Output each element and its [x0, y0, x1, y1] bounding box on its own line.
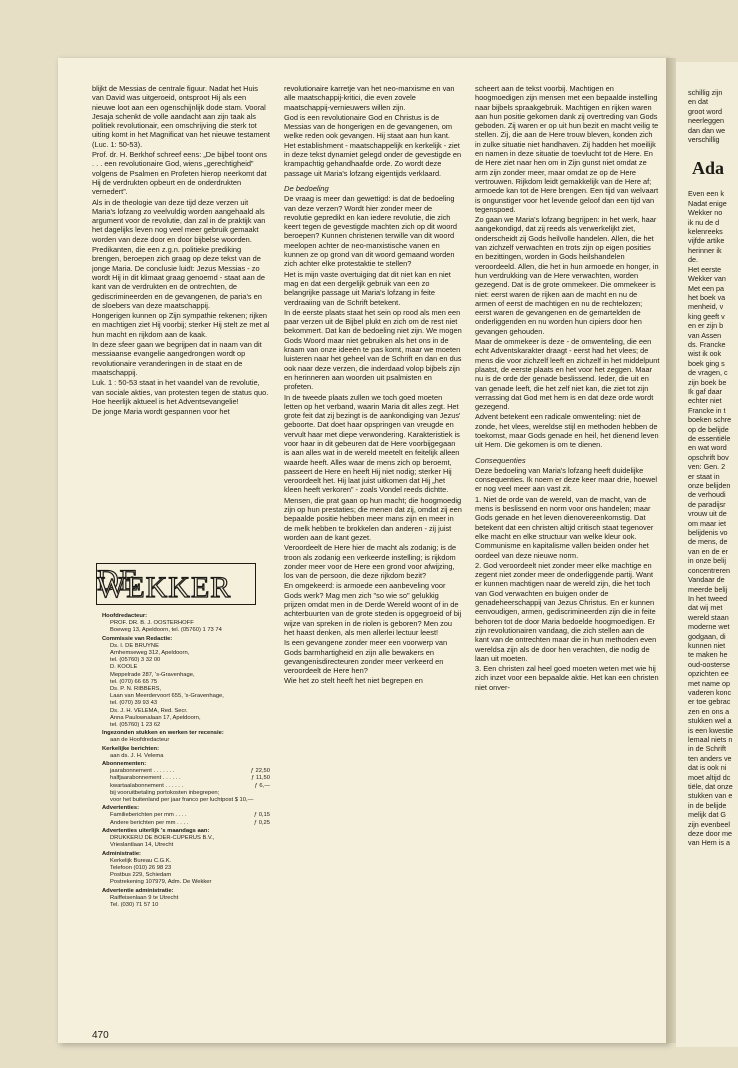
- text-line: king geeft v: [688, 311, 725, 321]
- text-line: om maar iet: [688, 518, 726, 528]
- column-1: [92, 84, 270, 554]
- paragraph: blijkt de Messias de centrale figuur. Nadat het Huis van David was uitgeroeid, ontsproot Hij als een nieuwe loot aan een ogenschijnlijk dode stam. Vooral Jesaja schenkt de volle aandacht aan zijn taak als politiek revolutionair, een omschrijving die sterk tot uiting komt in het Magnificat van het nieuwe testament (Luc. 1: 50-53).: [92, 84, 270, 149]
- price-value: ƒ 0,25: [253, 819, 270, 826]
- price-label: Familieberichten per mm . . . .: [110, 812, 187, 819]
- colophon-line: aan de Hoofdredacteur: [110, 737, 170, 744]
- price-row: [110, 783, 270, 790]
- colophon-line: Tel. (030) 71 57 10: [110, 901, 159, 908]
- text-line: in onze belij: [688, 556, 726, 566]
- column-2: [284, 84, 462, 884]
- text-line: Anna Paulownalaan 17, Apeldoorn,: [110, 714, 201, 721]
- text-line: opschrift bov: [688, 452, 729, 462]
- paragraph: Is een gevangene zonder meer een voorwerp van Gods barmhartigheid en zijn alle bewakers en gevangenisdirecteuren zonder meer verkeerd en veroordeelt de Here hen?: [284, 638, 448, 676]
- text-line: de mens, de: [688, 537, 728, 547]
- text-line: met name op: [688, 678, 730, 688]
- colophon-line: Kerkelijk Bureau C.G.K.: [110, 857, 172, 864]
- text-line: in de Schrift: [688, 744, 726, 754]
- price-row: [110, 820, 270, 827]
- paragraph: Maar de ommekeer is deze - de omwenteling, die een echt Adventskarakter draagt - eerst had het vlees; de mens die voor zichzelf leeft en zichzelf in het middelpunt plaatst, de eerste plaats en het voor het zeggen. Maar nu is de orde der genade beslissend. Ieder, die uit en van genade leeft, die het zelf niet kan, die ziet tot zijn verrassing dat God met hem is en dat deze orde wordt gezegend.: [475, 337, 660, 412]
- text-line: tel. (070) 39 93 43: [110, 700, 158, 707]
- text-line: meerde belij: [688, 584, 728, 594]
- paragraph: God is een revolutionaire God en Christus is de Messias van de hongerigen en de gevangenen, om welke reden ook gevangen. Hij staat aan hun kant. Het establishment - maatschappelijk en kerkelijk - ziet in deze tekst dynamiet gelegd onder de gevestigde en krampachtig gehandhaafde orde. Zo wordt deze passage uit Maria's lofzang eigentijds verklaard.: [284, 112, 462, 178]
- colophon-line: DRUKKERIJ DE BOER-CUPERUS B.V.,: [110, 835, 215, 842]
- colophon-line: Postbus 229, Schiedam: [110, 872, 172, 879]
- price-value: ƒ 6,—: [254, 782, 270, 789]
- next-page-title: Ada: [692, 158, 725, 179]
- text-line: Ds. I. DE BRUYNE: [110, 642, 159, 649]
- paragraph: In deze sfeer gaan we begrijpen dat in naam van dit messiaanse evangelie aangedrongen wordt op revolutionaire veranderingen in de staat en de maatschappij.: [92, 340, 262, 377]
- price-value: ƒ 11,50: [251, 775, 270, 782]
- text-line: groot word: [688, 106, 722, 116]
- text-line: tel. (05760) 3 32 00: [110, 657, 161, 664]
- paragraph: Luk. 1 : 50-53 staat in het vaandel van de revolutie, van sociale akties, van protesten tegen de status quo. Hoe heerlijk aktueel is het Adventsevangelie!: [92, 378, 269, 406]
- text-line: Meppelrade 287, 's-Gravenhage,: [110, 671, 195, 678]
- price-label: jaarabonnement . . . . . . .: [110, 768, 175, 775]
- price-value: ƒ 22,50: [250, 768, 270, 775]
- paragraph: Het is mijn vaste overtuiging dat dit niet kan en niet mag en dat een dergelijk gebruik van een zo belangrijke passage uit Maria's lofzang in feite verdraaiing van de Schrift betekent.: [284, 269, 451, 307]
- paragraph: 1. Niet de orde van de wereld, van de macht, van de mens is beslissend en norm voor ons handelen; maar Gods genade en het leven dienovereenkomstig. Dat betekent dat een christen altijd critisch staat tegenover elke macht en elke structuur van welke kleur ook. Communisme en kapitalisme vallen beiden onder het oordeel van deze nieuwe norm.: [475, 494, 654, 560]
- text-line: ik nu de d: [688, 217, 720, 227]
- paragraph: De jonge Maria wordt gespannen voor het: [92, 407, 230, 417]
- text-line: lemaal niets n: [688, 735, 733, 744]
- paragraph: Hongerigen kunnen op Zijn sympathie rekenen; rijken en machtigen ziet Hij voorbij; sterker Hij stelt ze met al hun macht en rijkdom aan de kaak.: [92, 311, 270, 339]
- text-line: D. KOOLE: [110, 664, 138, 671]
- text-line: de paradijsr: [688, 499, 726, 509]
- text-line: vrouw uit de: [688, 509, 727, 519]
- colophon-line: Boeweg 13, Apeldoorn, tel. (05760) 1 73 74: [110, 627, 222, 634]
- text-line: neerleggen: [688, 116, 724, 126]
- text-line: onze belijden: [688, 481, 731, 491]
- text-line: godgaan, di: [688, 631, 726, 641]
- text-line: de vragen, c: [688, 368, 728, 378]
- paragraph: Als in de theologie van deze tijd deze verzen uit Maria's lofzang zo veelvuldig worden aangehaald als argument voor de revolutie, dan zal in de praktijk van het dagelijks leven nog veel meer gebruik gemaakt worden van deze door en door bijbelse woorden.: [92, 197, 266, 244]
- text-line: en wat word: [688, 443, 727, 453]
- text-line: de.: [688, 255, 698, 265]
- colophon-line: Raiffeisenlaan 9 te Utrecht: [110, 894, 179, 901]
- price-row: [110, 775, 270, 782]
- text-line: moet altijd dc: [688, 772, 731, 782]
- text-line: het boek va: [688, 292, 726, 302]
- text-line: stukken van e: [688, 791, 733, 801]
- text-line: van en de er: [688, 546, 728, 556]
- text-line: zijn boek be: [688, 377, 727, 387]
- text-line: kunnen niet: [688, 640, 726, 650]
- ingezonden-label: Ingezonden stukken en werken ter recensie:: [102, 730, 224, 737]
- text-line: dat is ook ni: [688, 763, 727, 773]
- text-line: is een kwestie: [688, 725, 734, 735]
- text-line: melijk dat G: [688, 810, 726, 820]
- text-line: echter niet: [688, 396, 722, 406]
- text-line: In het tweed: [688, 593, 728, 603]
- paragraph: En omgekeerd: is armoede een aanbeveling voor Gods werk? Mag men zich "so wie so" gelukkig prijzen omdat men in de Derde Wereld woont of in de achterbuurten van de grote steden is opgegroeid of bij wijze van spreken in de riolen is geboren? Men zou het haast denken, als men allerlei lectuur leest!: [284, 581, 462, 637]
- text-line: opzichten ee: [688, 669, 729, 679]
- paragraph: Prof. dr. H. Berkhof schreef eens: „De bijbel toont ons . . . een revolutionaire God, wiens „gerechtigheid” volgens de Psalmen en Profeten hierop neerkomt dat Hij de verdrukten opbeurt en de onderdrukten vernedert”.: [92, 150, 268, 197]
- price-row: [110, 812, 270, 819]
- advertenties-label: Advertenties:: [102, 805, 140, 812]
- paragraph: In de tweede plaats zullen we toch goed moeten letten op het verband, waarin Maria dit alles zegt. Het grote feit dat zij bezingt is de aankondiging van Jezus' geboorte. Dat doet haar opspringen van vreugde en vervult haar met diepe verwondering. Karakteristiek is voor haar in dit gebeuren dat de Here voorbijgegaan is aan alles wat in de wereld meetelt en feitelijk alleen waarde heeft. Alles waar de mens zich op beroemt, passeert de Here en heeft Hij niet nodig; sterker Hij veroordeelt het. Hij laat juist uitkomen dat Hij „het kleen heeft verkoren” - zoals Vondel reeds dichtte.: [284, 392, 461, 495]
- text-line: vijfde artike: [688, 236, 725, 246]
- price-label: kwartaalabonnement . . . . . .: [110, 782, 184, 789]
- section-heading: De bedoeling: [284, 183, 329, 193]
- administratie-label: Administratie:: [102, 850, 141, 857]
- paragraph: De vraag is meer dan gewettigd: is dat de bedoeling van deze verzen? Wordt hier zonder meer de revolutie gepredikt en kan iedere revolutie, die zich keert tegen de gevestigde machten zich op dit woord beroepen? Kunnen christenen terwille van dit woord meelopen achter de neo-marxistische vanen en kunnen ze op grond van dit woord gemaand worden zich achter elke protestaktie te stellen?: [284, 194, 457, 269]
- text-line: vaderen konc: [688, 687, 732, 697]
- paragraph: Zo gaan we Maria's lofzang begrijpen: in het werk, haar aangekondigd, dat zij reeds als verwerkelijkt ziet, onderscheidt zij Gods heilvolle handelen. Allen, die het van zichzelf verwachten en trots zijn op eigen posities en bezittingen, worden in Gods heilshandelen veroordeeld. Allen, die het in hun armoede en honger, in hun verdrukking van de Here verwachten, worden gezegend. Dat is de grote ommekeer. Die ommekeer is niet: eerst waren de rijken aan de macht en nu de armen of eerst de machtigen en nu de rechtelozen; eerst waren de gevangenen en de gemartelden de onderliggenden en nu worden hun cipiers door hen gevangen gehouden.: [475, 215, 659, 336]
- text-line: zijn evenbeel: [688, 819, 730, 829]
- price-value: ƒ 0,15: [253, 812, 270, 819]
- text-line: op de belijde: [688, 424, 729, 434]
- text-line: te maken he: [688, 650, 728, 660]
- colophon: [92, 563, 270, 1038]
- paragraph: Wie het zo stelt heeft het niet begrepen en: [284, 676, 423, 686]
- text-line: van Assen: [688, 330, 722, 340]
- text-line: Ds. P. N. RIBBERS,: [110, 686, 162, 693]
- text-line: Wekker van: [688, 274, 726, 284]
- hoofdredacteur-label: Hoofdredacteur:: [102, 613, 148, 619]
- text-line: dan dan we: [688, 125, 726, 135]
- paragraph: revolutionaire karretje van het neo-marxisme en van alle maatschappij-kritici, die even zovele maatschappij-vernieuwers willen zijn.: [284, 84, 455, 112]
- text-line: Arnhemseweg 312, Apeldoorn,: [110, 650, 190, 657]
- text-line: ten anders ve: [688, 753, 732, 763]
- next-page-edge: [676, 62, 738, 1047]
- text-line: menheid, v: [688, 302, 724, 312]
- text-line: dat wij met: [688, 603, 723, 613]
- paragraph: Veroordeelt de Here hier de macht als zodanig; is de troon als zodanig een verkeerde instelling; is rijkdom zonder meer voor de Here een grond voor afwijzing, los van de persoon, die deze rijkdom bezit?: [284, 543, 457, 581]
- text-line: er toe gebrac: [688, 697, 731, 707]
- colophon-line: Vrieslantlaan 14, Utrecht: [110, 842, 174, 849]
- paragraph: 2. God veroordeelt niet zonder meer elke machtige en zegent niet zonder meer de onderliggende partij. Want er kunnen machtigen naar de wereld zijn, die het toch van God verwachten en buigen onder de genadeheerschappij van Jezus Christus. En er kunnen eenvoudigen, armen, gediscrimineerden zijn die in feite behoren tot de door Maria bedoelde hoogmoedigen. Er zijn revolutionairen vandaag, die zich stellen aan de kant van de ontrechten maar die in hun methoden even wereldsa zijn als de door hen verachten, die nodig de laan uit moeten.: [475, 560, 657, 663]
- text-line: Nadat enige: [688, 198, 727, 208]
- adv-uiterlijk-label: Advertenties uiterlijk 's maandags aan:: [102, 827, 210, 834]
- text-line: Het eerste: [688, 264, 722, 274]
- colophon-line: bij vooruitbetaling portokosten inbegrepen;: [110, 789, 220, 796]
- text-line: en er zijn b: [688, 321, 724, 331]
- price-label: halfjaarabonnement . . . . . .: [110, 775, 181, 782]
- text-line: oud-oosterse: [688, 659, 730, 669]
- kerkelijk-label: Kerkelijke berichten:: [102, 745, 160, 752]
- text-line: Francke in t: [688, 405, 726, 415]
- text-line: schillig zijn: [688, 88, 723, 97]
- paragraph: scheert aan de tekst voorbij. Machtigen en hoogmoedigen zijn mensen met een bepaalde instelling naar bijbels spraakgebruik. Machtigen en rijken waren aan hun positie gekomen dank zij overtreding van Gods geboden. Zij waren er op uit hun bezit en macht veilig te stellen. Zij, die aan de Here trouw bleven, konden zich in zulke situatie niet handhaven. Zij hadden het moeilijk en namen in deze situatie de toevlucht tot de Here. En de Here ziet naar hen om in Zijn gunst niet omdat ze arm zijn zonder meer, maar omdat ze op de Here vertrouwen. Rijkdom leidt gemakkelijk van de Here af; armoede kan tot de Here brengen. Een tijd van welvaart is ongunstiger voor het levende geloof dan een tijd van tegenspoed.: [475, 84, 659, 214]
- text-line: deze door me: [688, 829, 732, 839]
- text-line: Wekker no: [688, 208, 723, 218]
- paragraph: Deze bedoeling van Maria's lofzang heeft duidelijke consequenties. Ik noem er deze keer maar drie, hoewel er nog veel meer aan vast zit.: [475, 465, 657, 494]
- text-line: ven: Gen. 2: [688, 462, 726, 472]
- section-heading: Consequenties: [475, 455, 526, 465]
- text-line: kelenreeks: [688, 227, 723, 237]
- paragraph: In de eerste plaats staat het sein op rood als men een paar verzen uit de Bijbel plukt en zich om de rest niet bekommert. Dat kan de bedoeling niet zijn. We mogen Gods Woord maar niet gebruiken als het ons in de kraam van onze ideeën te pas komt, maar we moeten luisteren naar het geheel van de Schrift en dan en dus ook naar deze verzen, die inderdaad volop bijbels zijn en herinneren aan woorden uit psalmisten en profeten.: [284, 307, 462, 392]
- text-line: boeken schre: [688, 415, 732, 425]
- price-label: Andere berichten per mm . . . .: [110, 819, 189, 826]
- text-line: tiële, dat onze: [688, 782, 733, 792]
- text-line: concentreren: [688, 565, 730, 575]
- abonnementen-label: Abonnementen:: [102, 761, 147, 768]
- text-line: er staat in: [688, 471, 720, 481]
- text-line: moderne wet: [688, 622, 730, 632]
- text-line: herinner ik: [688, 245, 722, 255]
- text-line: belijdenis vo: [688, 528, 728, 538]
- text-line: Met een pa: [688, 283, 724, 293]
- column-3: [475, 84, 660, 939]
- colophon-line: aan ds. J. H. Velema: [110, 752, 164, 759]
- colophon-line: PROF. DR. B. J. OOSTERHOFF: [110, 620, 194, 627]
- text-line: ds. Francke: [688, 339, 726, 349]
- colophon-line: Postrekening 107979, Adm. De Wekker: [110, 879, 212, 886]
- text-line: tel. (05760) 1 23 62: [110, 722, 161, 729]
- paragraph: 3. Een christen zal heel goed moeten weten met wie hij zich inzet voor een bepaalde aktie. Het kan een christen niet onver-: [475, 664, 659, 692]
- commissie-label: Commissie van Redactie:: [102, 635, 173, 642]
- text-line: Vandaar de: [688, 575, 725, 585]
- text-line: de verhoudi: [688, 490, 726, 500]
- page-edge: [666, 58, 676, 1043]
- text-line: boek ging s: [688, 358, 725, 368]
- paragraph: Predikanten, die een z.g.n. politieke prediking brengen, beroepen zich graag op deze tekst van de jonge Maria. De conclusie luidt: Jezus Messias - zo wordt Hij in dit klimaat graag genoemd - staat aan de kant van de verdrukten en de ontrechten, de gediscrimineerden en de gevangenen, de paria's en de sloebers van deze maatschappij.: [92, 245, 265, 310]
- text-line: verschillig: [688, 135, 720, 145]
- text-line: Laan van Meerdervoort 655, 's-Gravenhage,: [110, 693, 224, 700]
- text-line: de essentiële: [688, 434, 731, 443]
- text-line: stukken wel a: [688, 716, 732, 726]
- adv-admin-label: Advertentie administratie:: [102, 887, 174, 894]
- text-line: in de belijde: [688, 800, 727, 810]
- page-number: 470: [92, 1030, 109, 1041]
- paragraph: Mensen, die prat gaan op hun macht; die hoogmoedig zijn op hun prestaties; die menen dat zij, omdat zij een bepaalde positie hebben meer mans zijn en meer in de melk hebben te brokkelen dan anderen - zij juist worden aan de kant gezet.: [284, 495, 462, 542]
- de-wekker-logo: DE WEKKER: [96, 563, 256, 605]
- price-row: [110, 768, 270, 775]
- text-line: wereld staan: [688, 612, 729, 622]
- text-line: en dat: [688, 97, 708, 107]
- colophon-line: Telefoon (010) 26 98 23: [110, 864, 172, 871]
- text-line: wist ik ook: [688, 349, 722, 359]
- text-line: tel. (070) 66 65 75: [110, 678, 158, 685]
- text-line: Ik gaf daar: [688, 386, 722, 396]
- colophon-line: voor het buitenland per jaar franco per luchtpost $ 10,—: [110, 797, 254, 804]
- paragraph: Advent betekent een radicale omwenteling: niet de zonde, het vlees, wereldse stijl en methoden hebben de toekomst, maar Gods genade en heil, het dienend leven uit Hem. Die gekomen is om te dienen.: [475, 412, 659, 450]
- text-line: van Hem is a: [688, 838, 730, 848]
- text-line: Even een k: [688, 189, 724, 199]
- text-line: zen en ons a: [688, 706, 730, 716]
- text-line: Ds. J. H. VELEMA, Red. Secr.: [110, 707, 188, 714]
